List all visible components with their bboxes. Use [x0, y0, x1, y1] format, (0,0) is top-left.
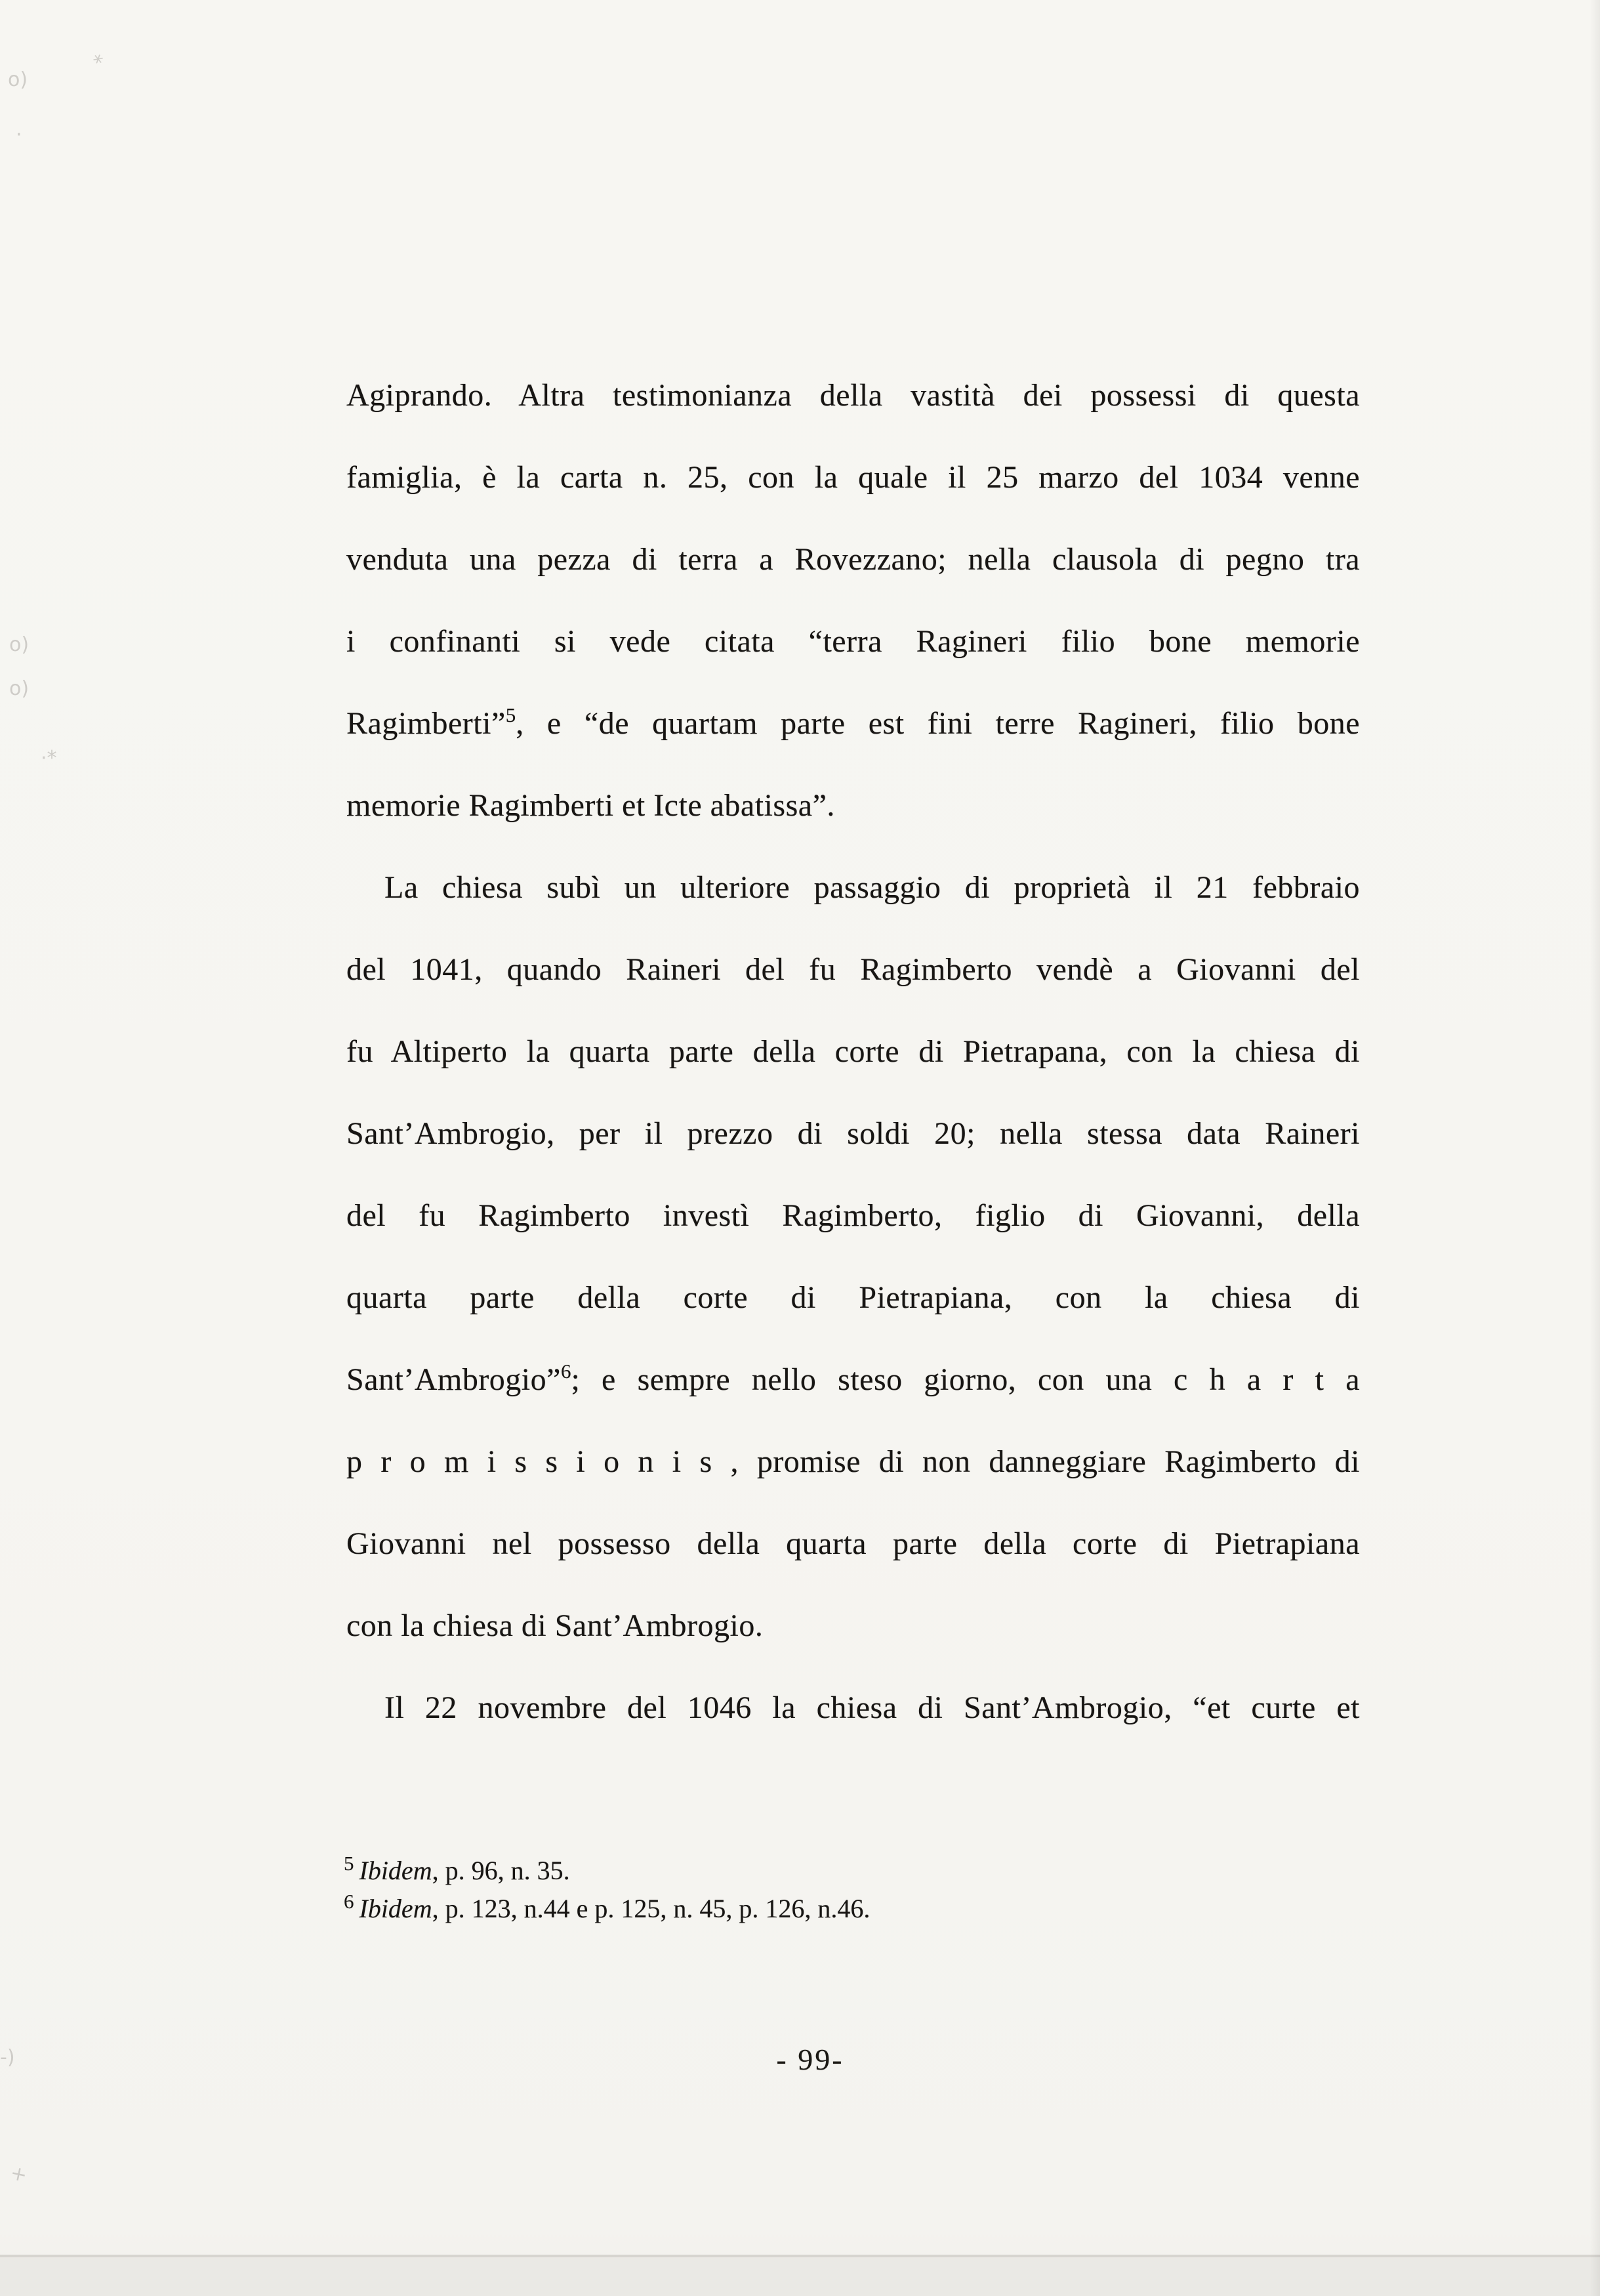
footnote-source: Ibidem	[359, 1894, 432, 1923]
footnote-reference: 5	[505, 703, 516, 726]
scan-artifact-icon: o)	[9, 677, 30, 700]
footnote-source: Ibidem	[359, 1856, 432, 1885]
text-segment: del fu Ragimberto investì Ragimberto, figlio di Giovanni, della	[346, 1198, 1360, 1233]
text-segment: , e “de quartam parte est fini terre Ragineri, filio bone	[516, 706, 1360, 741]
footnote-text: , p. 96, n. 35.	[432, 1856, 570, 1885]
scan-artifact-icon: o)	[9, 633, 30, 656]
text-line	[346, 1339, 1360, 1421]
text-segment: con la chiesa di Sant’Ambrogio.	[346, 1608, 764, 1643]
text-line	[346, 1667, 1360, 1749]
text-line	[346, 1421, 1360, 1503]
scanner-background	[0, 2257, 1600, 2296]
text-segment: Ragimberti”	[346, 706, 506, 741]
scan-artifact-icon: *	[88, 50, 106, 75]
scan-artifact-icon: ·	[16, 123, 22, 146]
text-line	[346, 764, 1360, 846]
text-line	[346, 1093, 1360, 1175]
scan-artifact-icon: o)	[8, 68, 28, 91]
page-body-text	[346, 354, 1360, 1749]
scan-artifact-icon: ·*	[41, 747, 57, 770]
text-line	[346, 682, 1360, 764]
text-segment: quarta parte della corte di Pietrapiana, con la chiesa di	[346, 1280, 1360, 1315]
footnote-text: , p. 123, n.44 e p. 125, n. 45, p. 126, n.46.	[432, 1894, 871, 1923]
text-segment: memorie Ragimberti et Icte abatissa”.	[346, 788, 835, 823]
text-segment: Sant’Ambrogio”	[346, 1362, 561, 1397]
text-line	[346, 518, 1360, 600]
text-line	[346, 1011, 1360, 1093]
scan-artifact-icon: -)	[0, 2046, 15, 2069]
text-line	[346, 1257, 1360, 1339]
text-segment: Il 22 novembre del 1046 la chiesa di Sant’Ambrogio, “et curte et	[384, 1690, 1360, 1725]
footnotes	[344, 1852, 870, 1928]
footnote-marker: 6	[344, 1890, 354, 1913]
page-right-edge-shading	[1590, 0, 1600, 2296]
footnote	[344, 1852, 870, 1890]
text-segment: fu Altiperto la quarta parte della corte di Pietrapana, con la chiesa di	[346, 1034, 1360, 1069]
text-segment: ; e sempre nello steso giorno, con una c h a r t a	[571, 1362, 1360, 1397]
scan-artifact-icon: +	[8, 2161, 30, 2188]
text-segment: venduta una pezza di terra a Rovezzano; nella clausola di pegno tra	[346, 542, 1360, 577]
text-line	[346, 600, 1360, 682]
text-segment: i confinanti si vede citata “terra Ragineri filio bone memorie	[346, 624, 1360, 659]
text-segment: Sant’Ambrogio, per il prezzo di soldi 20; nella stessa data Raineri	[346, 1116, 1360, 1151]
text-segment: Agiprando. Altra testimonianza della vastità dei possessi di questa	[346, 378, 1360, 413]
text-line	[346, 1175, 1360, 1257]
text-segment: Giovanni nel possesso della quarta parte della corte di Pietrapiana	[346, 1526, 1360, 1561]
text-line	[346, 1503, 1360, 1585]
footnote	[344, 1890, 870, 1928]
page-number: - 99-	[776, 2043, 844, 2076]
text-line	[346, 354, 1360, 436]
footnote-reference: 6	[560, 1360, 571, 1383]
text-line	[346, 1585, 1360, 1667]
text-line	[346, 929, 1360, 1011]
text-line	[346, 436, 1360, 518]
text-segment: famiglia, è la carta n. 25, con la quale il 25 marzo del 1034 venne	[346, 460, 1360, 495]
text-segment: La chiesa subì un ulteriore passaggio di proprietà il 21 febbraio	[384, 870, 1360, 905]
text-segment: del 1041, quando Raineri del fu Ragimberto vendè a Giovanni del	[346, 952, 1360, 987]
text-line	[346, 846, 1360, 929]
text-segment: p r o m i s s i o n i s , promise di non danneggiare Ragimberto di	[346, 1444, 1360, 1479]
footnote-marker: 5	[344, 1852, 354, 1875]
